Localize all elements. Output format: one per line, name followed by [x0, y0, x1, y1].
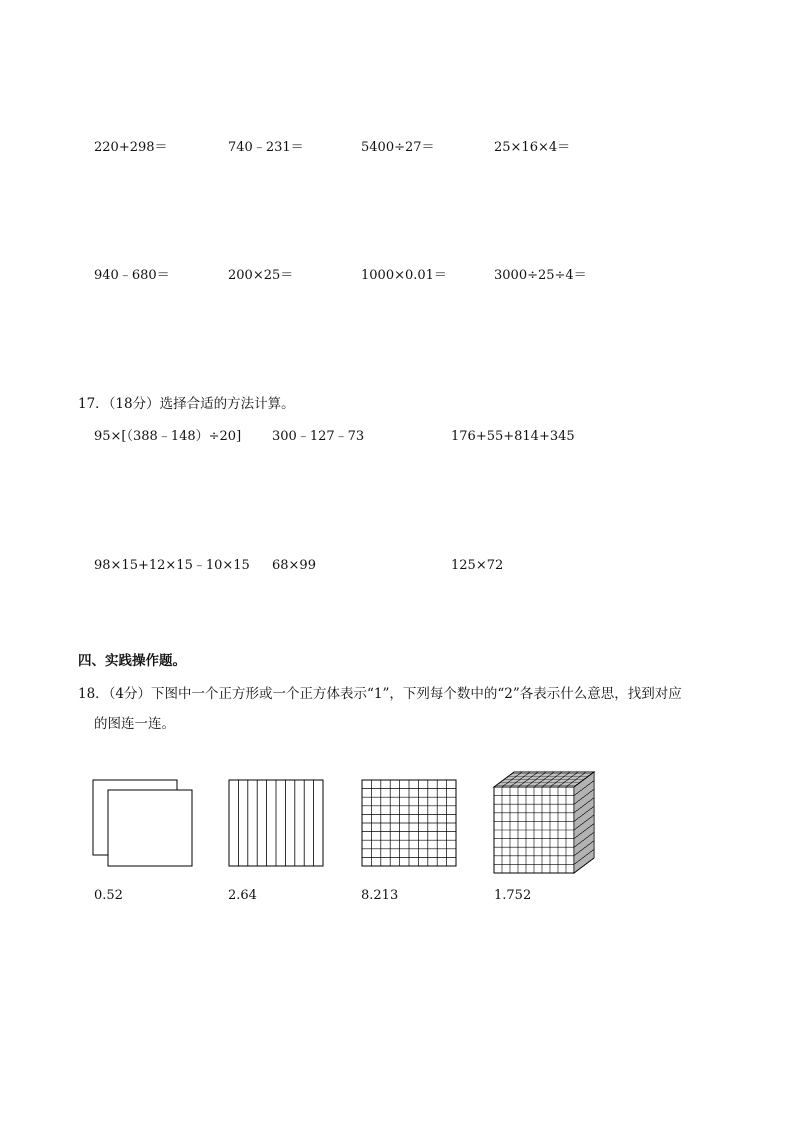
question-18-line-1: 18．（4分）下图中一个正方形或一个正方体表示“1”，下列每个数中的“2”各表示什么意思，找到对应 — [78, 686, 682, 702]
calc-item: 5400÷27＝ — [361, 140, 435, 155]
calc-item: 220+298＝ — [94, 140, 168, 155]
calc-item: 1000×0.01＝ — [361, 268, 447, 283]
section-4-title: 四、实践操作题。 — [78, 653, 186, 669]
question-18-line-2: 的图连一连。 — [94, 716, 175, 732]
question-17-title: 17．（18分）选择合适的方法计算。 — [78, 396, 295, 412]
calc-item: 740﹣231＝ — [228, 140, 304, 155]
two-squares-figure — [92, 779, 194, 869]
number-label: 0.52 — [94, 888, 123, 903]
hundredths-grid-figure — [361, 779, 457, 869]
calc-item: 200×25＝ — [228, 268, 294, 283]
front-square — [108, 790, 192, 866]
calc-item: 25×16×4＝ — [494, 140, 571, 155]
calc-item: 95×[（388﹣148）÷20] — [94, 429, 242, 444]
calc-item: 3000÷25÷4＝ — [494, 268, 587, 283]
calc-item: 68×99 — [272, 558, 316, 573]
number-label: 2.64 — [228, 888, 257, 903]
calc-item: 940﹣680＝ — [94, 268, 170, 283]
number-label: 8.213 — [361, 888, 399, 903]
calc-item: 98×15+12×15﹣10×15 — [94, 558, 250, 573]
calc-item: 176+55+814+345 — [451, 429, 575, 444]
calc-item: 125×72 — [451, 558, 504, 573]
calc-item: 300﹣127﹣73 — [272, 429, 365, 444]
tenths-strip-figure — [228, 779, 324, 869]
thousandths-cube-figure — [493, 771, 597, 875]
number-label: 1.752 — [494, 888, 532, 903]
